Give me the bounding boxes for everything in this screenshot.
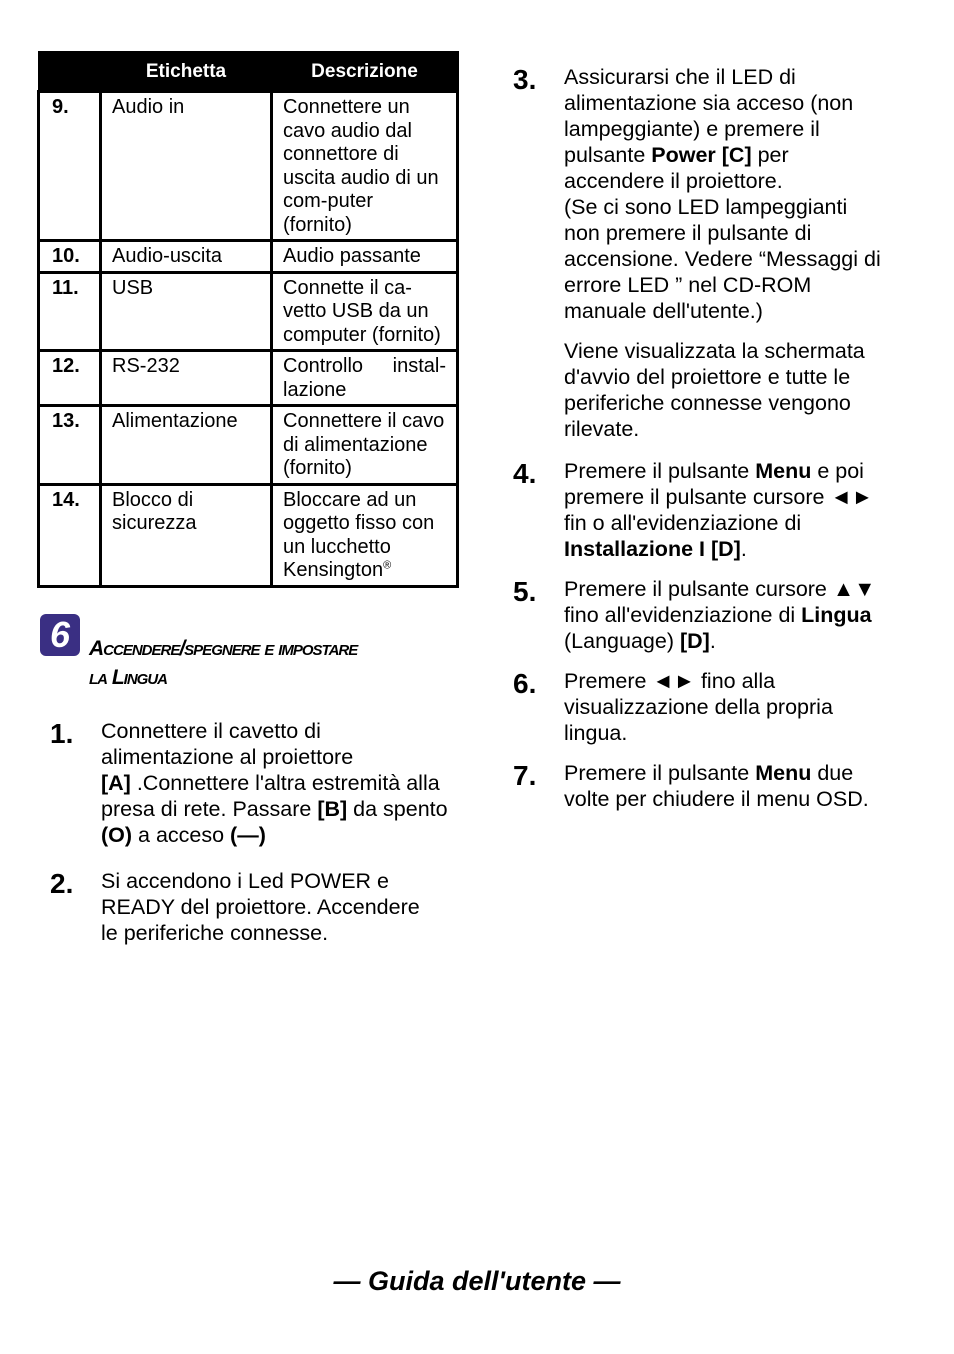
step-1-part: Connettere il cavetto di alimentazione al proiettore: [101, 719, 354, 769]
step-7-part: due volte per chiudere il menu OSD.: [564, 761, 869, 811]
step-1-on-symbol: (—): [230, 823, 266, 847]
row-label: Audio in: [101, 92, 272, 241]
connector-table: [37, 51, 459, 588]
table-row: [39, 92, 458, 241]
row-description: Connettere il cavo di alimentazione (fornito): [272, 406, 458, 485]
step-4-part: e poi premere il pulsante cursore ◄► fin o all'evidenziazione di: [564, 459, 874, 535]
step-6-text: Premere ◄► fino alla visualizzazione della propria lingua.: [564, 669, 833, 745]
step-7-text: [564, 760, 899, 812]
header-label: Etichetta: [101, 52, 272, 92]
header-number: [39, 52, 101, 92]
row-number: 12.: [39, 351, 101, 406]
step-3-power-button: Power [C]: [651, 143, 752, 167]
step-4-part: Premere il pulsante: [564, 459, 756, 483]
step-1-ref-a: [A]: [101, 771, 131, 795]
row-number: 14.: [39, 484, 101, 586]
row-number: 13.: [39, 406, 101, 485]
step-4-menu: Menu: [755, 459, 812, 483]
step-5-language: Lingua: [801, 603, 872, 627]
step-4-installation: Installazione I [D]: [564, 537, 741, 561]
step-1-part: da spento: [347, 797, 448, 821]
row-description: Audio passante: [272, 241, 458, 273]
step-3-text: [564, 64, 889, 442]
step-6-number: 6.: [513, 668, 537, 699]
row-description: Connette il ca-vetto USB da un computer (fornito): [272, 272, 458, 351]
section-title: [89, 634, 459, 692]
table-row: [39, 351, 458, 406]
step-3-note: (Se ci sono LED lampeggianti non premere il pulsante di accensione. Vedere “Messaggi di errore LED ” nel CD-ROM manuale dell'utente.): [564, 195, 881, 323]
header-description: Descrizione: [272, 52, 458, 92]
section-number-badge: 6: [40, 614, 80, 656]
step-5-part: Premere il pulsante cursore ▲▼ fino all'evidenziazione di: [564, 577, 876, 627]
row-number: 10.: [39, 241, 101, 273]
row-number: 9.: [39, 92, 101, 241]
step-4-part: .: [740, 537, 747, 561]
step-7-part: Premere il pulsante: [564, 761, 756, 785]
step-5-part: .: [709, 629, 716, 653]
step-5-ref-d: [D]: [679, 629, 710, 653]
step-7-menu: Menu: [755, 761, 812, 785]
row-label: RS-232: [101, 351, 272, 406]
row-description: Controllo instal-lazione: [272, 351, 458, 406]
table-row: [39, 484, 458, 586]
step-3-result: Viene visualizzata la schermata d'avvio del proiettore e tutte le periferiche connesse vengono rilevate.: [564, 339, 865, 441]
step-5-text: [564, 576, 899, 654]
step-1-part: a acceso: [132, 823, 231, 847]
step-3-part: Assicurarsi che il LED di alimentazione sia acceso (non lampeggiante) e premere il pulsante: [564, 65, 854, 167]
step-2-number: 2.: [50, 868, 74, 899]
step-5-number: 5.: [513, 576, 537, 607]
step-4-number: 4.: [513, 458, 537, 489]
section-title-line2: la Lingua: [89, 666, 167, 689]
registered-mark: ®: [383, 559, 392, 572]
step-1-off-symbol: (O): [101, 823, 133, 847]
step-1-text: [101, 718, 451, 848]
section-title-line1: Accendere/spegnere e impostare: [89, 637, 358, 660]
table-row: [39, 241, 458, 273]
row-label: Blocco di sicurezza: [101, 484, 272, 586]
step-3-number: 3.: [513, 64, 537, 95]
table-header-row: [39, 52, 458, 92]
row-number: 11.: [39, 272, 101, 351]
row-description: Connettere un cavo audio dal connettore di uscita audio di un com-puter (fornito): [272, 92, 458, 241]
step-1-number: 1.: [50, 718, 74, 749]
step-7-number: 7.: [513, 760, 537, 791]
row-label: Audio-uscita: [101, 241, 272, 273]
step-2-text: Si accendono i Led POWER e READY del proiettore. Accendere le periferiche connesse.: [101, 869, 420, 945]
table-row: [39, 406, 458, 485]
step-1-part: .Connettere l'altra estremità alla presa di rete. Passare: [101, 771, 440, 821]
row-label: Alimentazione: [101, 406, 272, 485]
step-1-ref-b: [B]: [317, 797, 348, 821]
step-3-part: per accendere il proiettore.: [564, 143, 789, 193]
step-4-text: [564, 458, 899, 562]
row-label: USB: [101, 272, 272, 351]
row-description: [272, 484, 458, 586]
page-footer: — Guida dell'utente —: [333, 1266, 621, 1296]
table-row: [39, 272, 458, 351]
row-description-text: Bloccare ad un oggetto fisso con un lucchetto Kensington: [283, 488, 435, 581]
step-5-part: (Language): [564, 629, 680, 653]
